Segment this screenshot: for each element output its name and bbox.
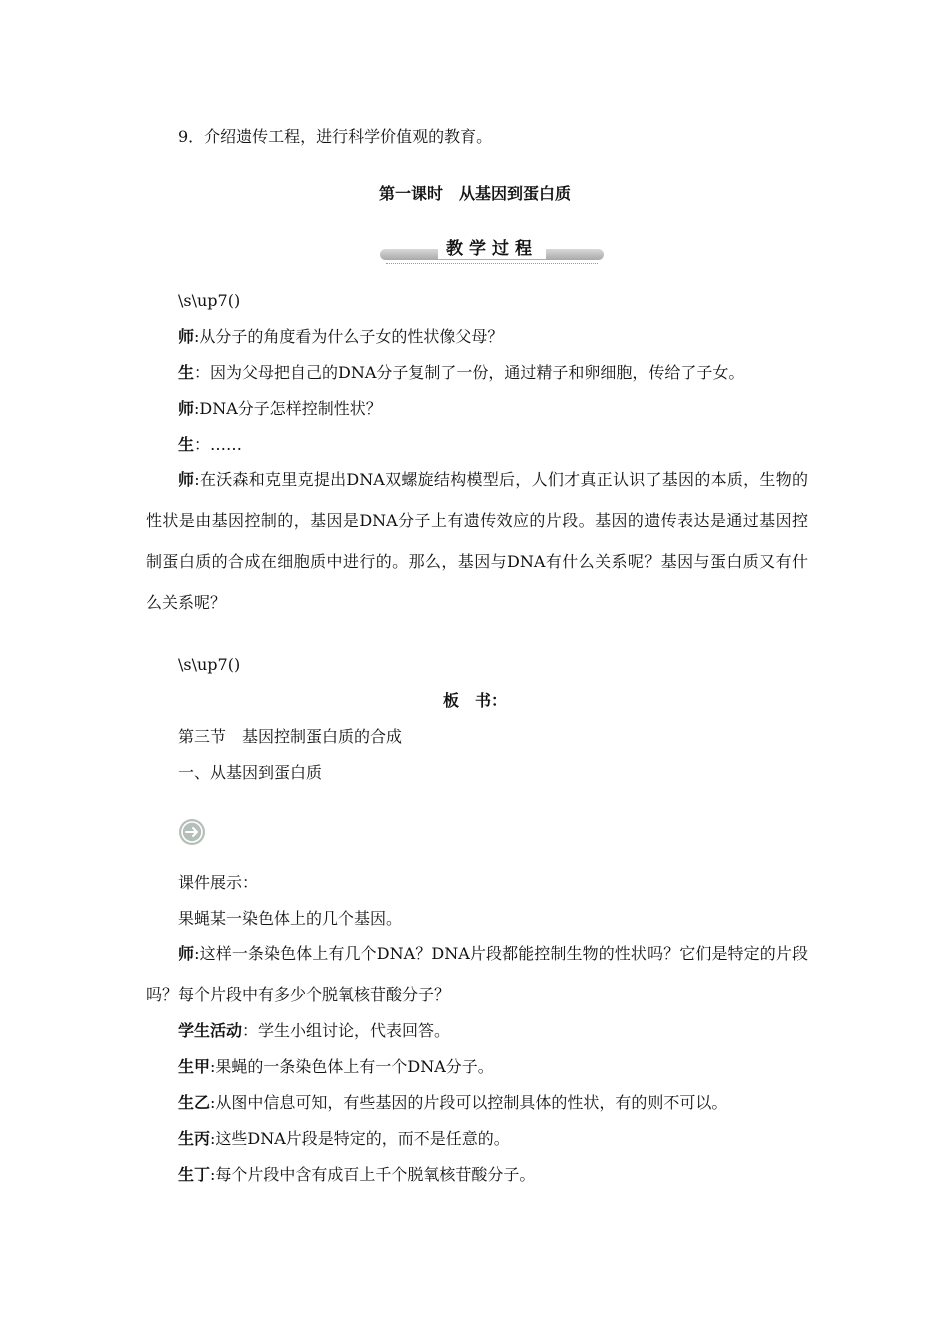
dialogue-line: [178, 326, 503, 348]
field-code-1: \s\up7(): [178, 291, 241, 310]
dialogue-text: :果蝇的一条染色体上有一个DNA分子。: [210, 1057, 494, 1076]
dialogue-paragraph: [146, 933, 808, 1015]
objective-9: 9．介绍遗传工程，进行科学价值观的教育。: [178, 127, 493, 146]
dialogue-text: ：因为父母把自己的DNA分子复制了一份，通过精子和卵细胞，传给了子女。: [194, 363, 745, 382]
dialogue-text: :DNA分子怎样控制性状？: [194, 399, 382, 418]
section-heading: 第三节 基因控制蛋白质的合成: [178, 727, 403, 746]
speaker-label: 师: [178, 399, 195, 418]
dialogue-line: [178, 1128, 510, 1150]
speaker-label: 生甲: [178, 1057, 211, 1076]
speaker-label: 生乙: [178, 1093, 211, 1112]
dialogue-text: :这些DNA片段是特定的，而不是任意的。: [210, 1129, 510, 1148]
courseware-content: 果蝇某一染色体上的几个基因。: [178, 909, 403, 928]
dialogue-text: :从分子的角度看为什么子女的性状像父母？: [194, 327, 504, 346]
section-banner: [380, 238, 604, 268]
dialogue-line: [178, 1020, 450, 1042]
dialogue-line: [178, 362, 744, 384]
circled-arrow-icon: [178, 818, 206, 846]
speaker-label: 师: [178, 327, 195, 346]
dialogue-line: [178, 434, 242, 456]
field-code-2: \s\up7(): [178, 655, 241, 674]
speaker-label: 生丙: [178, 1129, 211, 1148]
dialogue-text: :从图中信息可知，有些基因的片段可以控制具体的性状，有的则不可以。: [210, 1093, 728, 1112]
dialogue-paragraph: [146, 459, 808, 623]
dialogue-text: :这样一条染色体上有几个DNA？DNA片段都能控制生物的性状吗？它们是特定的片段吗？每个片段中有多少个脱氧核苷酸分子？: [146, 944, 808, 1004]
dialogue-line: [178, 398, 382, 420]
banner-title: 教学过程: [438, 239, 546, 259]
dialogue-line: [178, 1164, 535, 1186]
dialogue-line: [178, 1056, 494, 1078]
speaker-label: 学生活动: [178, 1021, 243, 1040]
banner-underline: [386, 263, 598, 264]
dialogue-text: ：……: [194, 435, 243, 454]
speaker-label: 师: [178, 470, 195, 489]
board-heading: 板 书：: [442, 691, 507, 710]
subsection-heading: 一、从基因到蛋白质: [178, 763, 323, 782]
dialogue-text: :在沃森和克里克提出DNA双螺旋结构模型后，人们才真正认识了基因的本质，生物的性状是由基因控制的，基因是DNA分子上有遗传效应的片段。基因的遗传表达是通过基因控制蛋白质的合成在细胞质中进行的。那么，基因与DNA有什么关系呢？基因与蛋白质又有什么关系呢？: [146, 470, 808, 612]
dialogue-text: :每个片段中含有成百上千个脱氧核苷酸分子。: [210, 1165, 536, 1184]
speaker-label: 生丁: [178, 1165, 211, 1184]
dialogue-text: ：学生小组讨论，代表回答。: [242, 1021, 451, 1040]
lesson-title: 第一课时 从基因到蛋白质: [378, 184, 571, 203]
speaker-label: 生: [178, 435, 195, 454]
speaker-label: 师: [178, 944, 195, 963]
courseware-label: 课件展示：: [178, 873, 259, 892]
dialogue-line: [178, 1092, 727, 1114]
speaker-label: 生: [178, 363, 195, 382]
